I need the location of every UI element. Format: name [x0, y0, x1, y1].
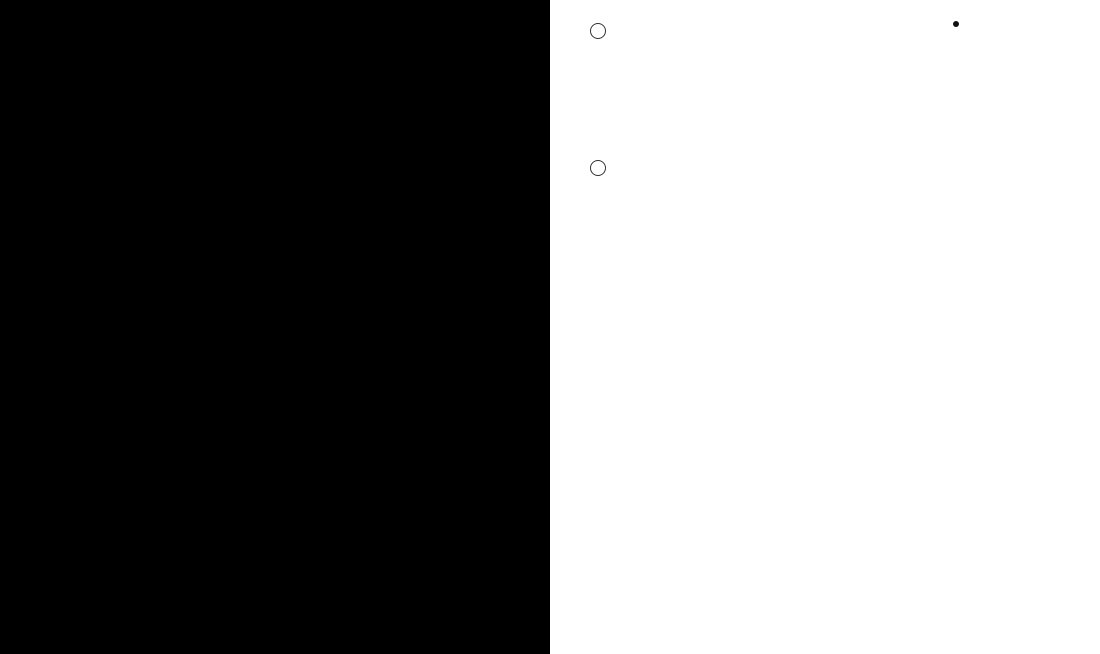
- page-number-3-dots: [594, 298, 630, 356]
- intro-title: [18, 12, 418, 112]
- body-paragraph: [936, 18, 1082, 28]
- decorative-circle-top: [590, 23, 606, 39]
- decorative-circle-bottom: [590, 160, 606, 176]
- body-column-2: [936, 18, 1082, 28]
- right-page: [550, 0, 1100, 654]
- end-mark-icon: [953, 21, 959, 27]
- page-number-2-dots: [470, 298, 510, 356]
- page-number-right: [594, 298, 630, 361]
- page-number-left-text: [510, 298, 511, 299]
- intro-title-text: [18, 112, 19, 113]
- page-number-left: [470, 298, 510, 361]
- intro-title-dots: [18, 12, 418, 112]
